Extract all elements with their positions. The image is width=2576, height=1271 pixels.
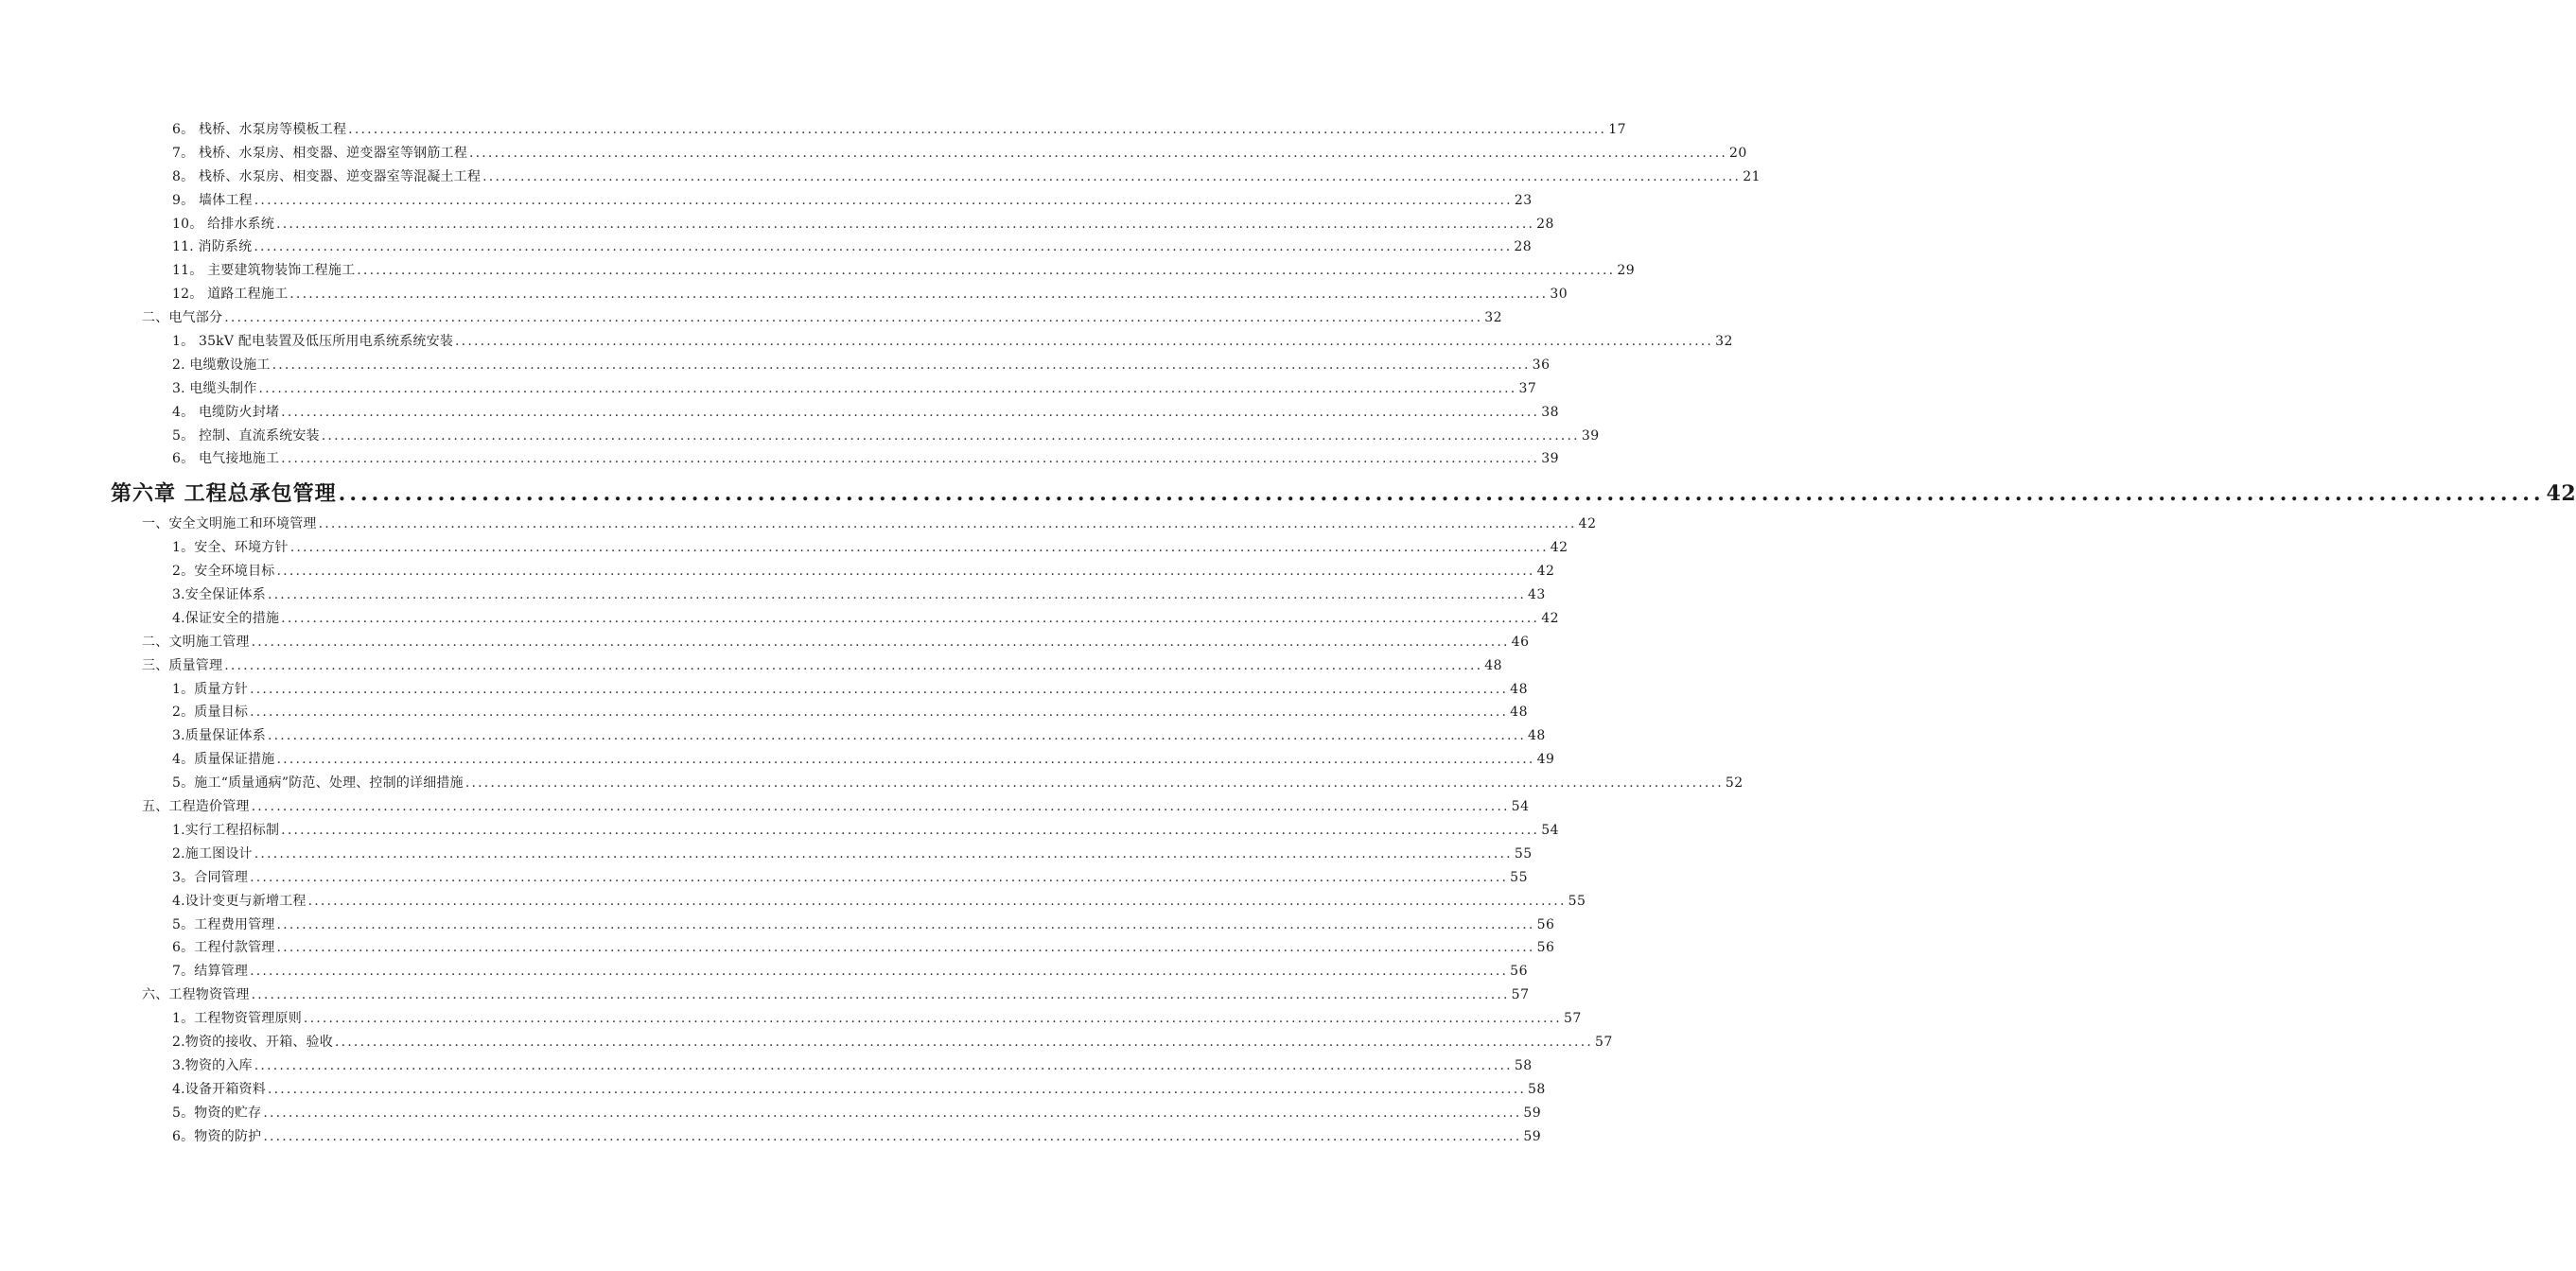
toc-dot-leader: ........................................................................................................................................................................................................	[251, 799, 1510, 815]
toc-entry[interactable]	[0, 513, 1597, 536]
toc-entry[interactable]	[0, 306, 1503, 330]
toc-entry[interactable]	[0, 960, 1528, 984]
toc-page-number: 56	[1510, 964, 1528, 980]
toc-entry-label: 5。工程费用管理	[172, 916, 275, 932]
toc-entry-label: 2.施工图设计	[172, 845, 253, 862]
toc-dot-leader: ........................................................................................................................................................................................................	[276, 916, 1535, 932]
toc-entry-label: 6。工程付款管理	[172, 940, 275, 956]
toc-page-number: 23	[1514, 192, 1533, 208]
toc-entry-row	[172, 678, 1528, 702]
toc-entry[interactable]	[0, 354, 1551, 377]
toc-dot-leader: ........................................................................................................................................................................................................	[338, 481, 2545, 507]
toc-entry[interactable]	[0, 795, 1530, 819]
toc-dot-leader: ........................................................................................................................................................................................................	[263, 1128, 1522, 1144]
toc-entry[interactable]	[0, 607, 1560, 631]
toc-dot-leader: ........................................................................................................................................................................................................	[348, 122, 1607, 137]
toc-entry[interactable]	[0, 631, 1530, 654]
toc-entry-label: 5。物资的贮存	[172, 1105, 262, 1121]
toc-entry[interactable]	[0, 213, 1554, 236]
toc-entry[interactable]	[0, 724, 1546, 748]
toc-dot-leader: ........................................................................................................................................................................................................	[254, 845, 1513, 862]
toc-dot-leader: ........................................................................................................................................................................................................	[276, 752, 1535, 768]
toc-entry-row	[172, 748, 1555, 772]
toc-page-number: 28	[1536, 216, 1554, 232]
toc-entry-row	[172, 259, 1636, 283]
toc-dot-leader: ........................................................................................................................................................................................................	[482, 168, 1742, 184]
toc-page-number: 46	[1511, 634, 1530, 650]
toc-entry-row	[142, 306, 1503, 330]
toc-entry[interactable]	[0, 536, 1568, 560]
toc-entry[interactable]	[0, 283, 1568, 306]
toc-dot-leader: ........................................................................................................................................................................................................	[289, 287, 1549, 303]
toc-entry[interactable]	[0, 866, 1528, 890]
toc-entry-row	[172, 724, 1546, 748]
toc-dot-leader: ........................................................................................................................................................................................................	[318, 516, 1577, 532]
toc-entry[interactable]	[0, 1054, 1533, 1078]
toc-dot-leader: ........................................................................................................................................................................................................	[251, 634, 1510, 650]
table-of-contents	[0, 118, 2576, 1148]
toc-entry[interactable]	[0, 142, 1747, 165]
toc-entry-row	[172, 772, 1744, 795]
toc-page-number: 43	[1528, 587, 1546, 603]
toc-entry-label: 1.实行工程招标制	[172, 822, 280, 838]
toc-page-number: 37	[1518, 380, 1537, 396]
toc-page-number: 39	[1581, 427, 1600, 444]
toc-page-number: 17	[1608, 122, 1627, 137]
toc-entry-label: 4。质量保证措施	[172, 752, 275, 768]
toc-entry[interactable]	[0, 377, 1537, 401]
toc-page-number: 48	[1510, 681, 1528, 697]
toc-entry[interactable]	[0, 401, 1560, 425]
toc-entry-label: 3.物资的入库	[172, 1057, 253, 1073]
toc-page-number: 55	[1568, 893, 1586, 909]
toc-dot-leader: ........................................................................................................................................................................................................	[281, 404, 1540, 420]
toc-page-number: 30	[1550, 287, 1568, 303]
toc-dot-leader: ........................................................................................................................................................................................................	[224, 310, 1483, 326]
toc-page-number: 57	[1563, 1011, 1582, 1027]
toc-page-number: 49	[1536, 752, 1555, 768]
toc-dot-leader: ........................................................................................................................................................................................................	[250, 705, 1509, 721]
toc-entry-label: 7。 栈桥、水泵房、相变器、逆变器室等钢筋工程	[172, 145, 467, 161]
toc-entry-row	[172, 425, 1600, 448]
toc-entry-label: 12。 道路工程施工	[172, 287, 289, 303]
toc-page-number: 58	[1514, 1057, 1533, 1073]
toc-entry-label: 三、质量管理	[142, 657, 223, 673]
toc-entry[interactable]	[0, 165, 1761, 189]
toc-dot-leader: ........................................................................................................................................................................................................	[321, 427, 1580, 444]
toc-entry-label: 8。 栈桥、水泵房、相变器、逆变器室等混凝土工程	[172, 168, 482, 184]
toc-page-number: 56	[1536, 940, 1555, 956]
toc-entry-label: 4。 电缆防火封堵	[172, 404, 280, 420]
toc-dot-leader: ........................................................................................................................................................................................................	[267, 587, 1527, 603]
toc-entry-label: 第六章 工程总承包管理	[111, 481, 337, 507]
toc-dot-leader: ........................................................................................................................................................................................................	[455, 334, 1714, 350]
toc-entry-row	[111, 473, 2576, 514]
toc-entry-row	[142, 513, 1597, 536]
toc-dot-leader: ........................................................................................................................................................................................................	[254, 239, 1513, 255]
toc-entry-row	[172, 330, 1733, 354]
toc-entry[interactable]	[0, 654, 1503, 678]
toc-page-number: 32	[1484, 310, 1503, 326]
toc-entry[interactable]	[0, 189, 1533, 213]
toc-entry-row	[172, 1031, 1613, 1054]
toc-page-number: 42	[1578, 516, 1597, 532]
toc-entry[interactable]	[0, 984, 1530, 1007]
toc-entry[interactable]	[0, 772, 1744, 795]
toc-entry-label: 6。 栈桥、水泵房等模板工程	[172, 122, 347, 137]
toc-entry-label: 3.安全保证体系	[172, 587, 266, 603]
toc-dot-leader: ........................................................................................................................................................................................................	[267, 1081, 1527, 1097]
toc-entry-row	[172, 189, 1533, 213]
toc-entry-label: 五、工程造价管理	[142, 799, 250, 815]
toc-entry[interactable]	[0, 235, 1533, 259]
toc-entry-label: 3. 电缆头制作	[172, 380, 257, 396]
toc-entry-row	[142, 984, 1530, 1007]
toc-entry-row	[172, 118, 1627, 142]
toc-page-number: 21	[1743, 168, 1761, 184]
toc-entry-row	[172, 165, 1761, 189]
toc-page-number: 54	[1511, 799, 1530, 815]
toc-entry-label: 6。 电气接地施工	[172, 451, 280, 467]
toc-dot-leader: ........................................................................................................................................................................................................	[254, 192, 1513, 208]
toc-page-number: 56	[1536, 916, 1555, 932]
toc-entry[interactable]	[0, 447, 1560, 471]
toc-entry[interactable]	[0, 259, 1636, 283]
toc-entry-label: 2.物资的接收、开箱、验收	[172, 1034, 333, 1050]
toc-entry[interactable]	[0, 914, 1555, 937]
toc-dot-leader: ........................................................................................................................................................................................................	[250, 681, 1509, 697]
toc-entry-label: 一、安全文明施工和环境管理	[142, 516, 317, 532]
toc-entry-label: 2. 电缆敷设施工	[172, 357, 271, 373]
toc-entry-row	[172, 583, 1546, 607]
toc-entry[interactable]	[0, 560, 1555, 583]
toc-entry-label: 二、文明施工管理	[142, 634, 250, 650]
toc-entry[interactable]	[0, 118, 1627, 142]
toc-dot-leader: ........................................................................................................................................................................................................	[251, 987, 1510, 1003]
toc-entry-row	[172, 235, 1533, 259]
toc-entry[interactable]	[0, 1125, 1542, 1149]
toc-entry-row	[142, 795, 1530, 819]
toc-chapter-heading[interactable]	[0, 473, 2576, 514]
toc-dot-leader: ........................................................................................................................................................................................................	[281, 451, 1540, 467]
toc-entry-label: 2。安全环境目标	[172, 564, 275, 580]
toc-entry-row	[172, 1007, 1582, 1031]
toc-entry-label: 1。质量方针	[172, 681, 249, 697]
toc-dot-leader: ........................................................................................................................................................................................................	[307, 893, 1567, 909]
toc-dot-leader: ........................................................................................................................................................................................................	[276, 564, 1535, 580]
toc-entry-row	[172, 914, 1555, 937]
toc-entry[interactable]	[0, 1007, 1582, 1031]
toc-dot-leader: ........................................................................................................................................................................................................	[250, 964, 1509, 980]
toc-entry-label: 5。施工“质量通病”防范、处理、控制的详细措施	[172, 775, 464, 792]
toc-entry-row	[172, 536, 1568, 560]
toc-entry-row	[172, 354, 1551, 377]
toc-dot-leader: ........................................................................................................................................................................................................	[276, 216, 1535, 232]
toc-page-number: 55	[1510, 869, 1528, 885]
toc-entry-row	[172, 447, 1560, 471]
toc-entry-row	[172, 1102, 1542, 1125]
toc-entry-row	[172, 866, 1528, 890]
toc-entry[interactable]	[0, 819, 1560, 843]
toc-page-number: 55	[1514, 845, 1533, 862]
toc-page-number: 48	[1528, 728, 1546, 744]
toc-entry-label: 二、电气部分	[142, 310, 223, 326]
toc-entry-row	[172, 819, 1560, 843]
toc-page-number: 32	[1715, 334, 1733, 350]
toc-page-number: 42	[1550, 540, 1568, 556]
toc-dot-leader: ........................................................................................................................................................................................................	[281, 822, 1540, 838]
toc-entry-row	[172, 377, 1537, 401]
toc-dot-leader: ........................................................................................................................................................................................................	[289, 540, 1549, 556]
toc-entry-row	[172, 1125, 1542, 1149]
toc-entry-label: 2。质量目标	[172, 705, 249, 721]
toc-page-number: 42	[1536, 564, 1555, 580]
toc-dot-leader: ........................................................................................................................................................................................................	[281, 610, 1540, 626]
toc-dot-leader: ........................................................................................................................................................................................................	[334, 1034, 1594, 1050]
toc-entry-row	[172, 213, 1554, 236]
toc-entry-label: 3.质量保证体系	[172, 728, 266, 744]
toc-entry-label: 六、工程物资管理	[142, 987, 250, 1003]
toc-entry-row	[172, 960, 1528, 984]
toc-page-number: 58	[1528, 1081, 1546, 1097]
toc-page-number: 38	[1541, 404, 1560, 420]
toc-page-number: 29	[1617, 263, 1636, 279]
toc-page-number: 36	[1532, 357, 1551, 373]
toc-entry[interactable]	[0, 890, 1586, 914]
toc-entry-row	[172, 560, 1555, 583]
toc-page-number: 54	[1541, 822, 1560, 838]
toc-entry[interactable]	[0, 678, 1528, 702]
toc-entry-row	[172, 701, 1528, 724]
toc-entry-label: 9。 墙体工程	[172, 192, 253, 208]
toc-entry-row	[172, 936, 1555, 960]
toc-page-number: 28	[1514, 239, 1533, 255]
toc-entry[interactable]	[0, 330, 1733, 354]
toc-page-number: 57	[1511, 987, 1530, 1003]
toc-entry[interactable]	[0, 1078, 1546, 1102]
toc-dot-leader: ........................................................................................................................................................................................................	[263, 1105, 1522, 1121]
toc-entry-row	[172, 843, 1533, 866]
toc-page-number: 48	[1484, 657, 1503, 673]
toc-page-number: 48	[1510, 705, 1528, 721]
toc-dot-leader: ........................................................................................................................................................................................................	[254, 1057, 1513, 1073]
toc-page-number: 52	[1725, 775, 1744, 792]
toc-dot-leader: ........................................................................................................................................................................................................	[272, 357, 1531, 373]
toc-dot-leader: ........................................................................................................................................................................................................	[267, 728, 1527, 744]
toc-entry[interactable]	[0, 936, 1555, 960]
toc-page-number: 57	[1595, 1034, 1613, 1050]
toc-entry-label: 1。 35kV 配电装置及低压所用电系统系统安装	[172, 334, 454, 350]
toc-dot-leader: ........................................................................................................................................................................................................	[303, 1011, 1562, 1027]
toc-entry-row	[172, 1078, 1546, 1102]
toc-entry-label: 11. 消防系统	[172, 239, 253, 255]
toc-entry-label: 6。物资的防护	[172, 1128, 262, 1144]
toc-dot-leader: ........................................................................................................................................................................................................	[276, 940, 1535, 956]
toc-entry[interactable]	[0, 701, 1528, 724]
toc-entry-row	[142, 654, 1503, 678]
toc-entry-row	[172, 283, 1568, 306]
toc-dot-leader: ........................................................................................................................................................................................................	[250, 869, 1509, 885]
toc-page-number: 39	[1541, 451, 1560, 467]
toc-entry-label: 1。安全、环境方针	[172, 540, 289, 556]
toc-entry-row	[142, 631, 1530, 654]
toc-page-number: 59	[1523, 1128, 1542, 1144]
toc-entry-label: 1。工程物资管理原则	[172, 1011, 302, 1027]
toc-entry[interactable]	[0, 583, 1546, 607]
toc-page-number: 20	[1729, 145, 1747, 161]
toc-page-number: 42	[1541, 610, 1560, 626]
toc-dot-leader: ........................................................................................................................................................................................................	[357, 263, 1616, 279]
toc-entry-label: 4.保证安全的措施	[172, 610, 280, 626]
toc-entry[interactable]	[0, 425, 1600, 448]
toc-entry[interactable]	[0, 843, 1533, 866]
toc-entry-label: 4.设计变更与新增工程	[172, 893, 307, 909]
toc-entry-label: 11。 主要建筑物装饰工程施工	[172, 263, 356, 279]
toc-entry-label: 4.设备开箱资料	[172, 1081, 266, 1097]
toc-entry[interactable]	[0, 748, 1555, 772]
toc-dot-leader: ........................................................................................................................................................................................................	[468, 145, 1728, 161]
toc-entry-label: 3。合同管理	[172, 869, 249, 885]
toc-entry-label: 7。结算管理	[172, 964, 249, 980]
toc-page-number: 59	[1523, 1105, 1542, 1121]
toc-entry-row	[172, 890, 1586, 914]
toc-dot-leader: ........................................................................................................................................................................................................	[258, 380, 1517, 396]
toc-entry[interactable]	[0, 1102, 1542, 1125]
toc-page-number: 42	[2546, 481, 2576, 507]
toc-entry-label: 5。 控制、直流系统安装	[172, 427, 320, 444]
toc-entry-row	[172, 142, 1747, 165]
toc-entry-label: 10。 给排水系统	[172, 216, 275, 232]
toc-entry-row	[172, 1054, 1533, 1078]
toc-dot-leader: ........................................................................................................................................................................................................	[224, 657, 1483, 673]
toc-entry-row	[172, 401, 1560, 425]
toc-dot-leader: ........................................................................................................................................................................................................	[464, 775, 1724, 792]
toc-entry-row	[172, 607, 1560, 631]
toc-entry[interactable]	[0, 1031, 1613, 1054]
